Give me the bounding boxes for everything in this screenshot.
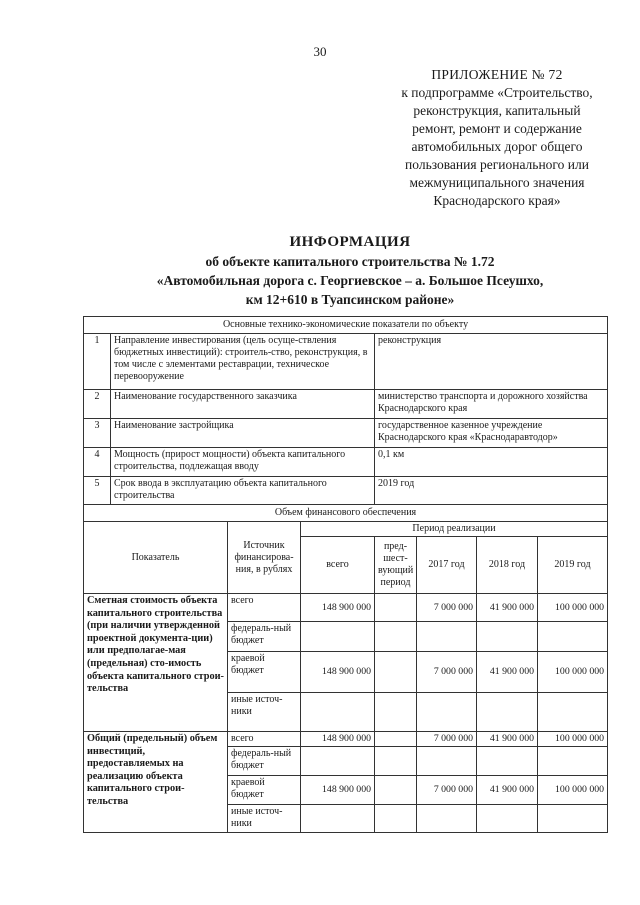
appendix-line: Краснодарского края» — [433, 193, 561, 208]
table-row — [84, 477, 608, 505]
previous-cell — [375, 776, 417, 805]
table-row — [84, 448, 608, 477]
y2018-cell — [477, 622, 538, 652]
appendix-line: пользования регионального или — [405, 157, 589, 172]
y2019-cell — [538, 693, 608, 732]
y2019-cell — [538, 622, 608, 652]
header-2018: 2018 год — [477, 537, 538, 594]
source-cell: федераль-ный бюджет — [228, 747, 301, 776]
table-row — [84, 732, 608, 747]
heading-line: «Автомобильная дорога с. Георгиевское – а. Большое Псеушхо, — [156, 273, 544, 288]
source-cell: краевой бюджет — [228, 652, 301, 693]
total-cell: 148 900 000 — [301, 594, 375, 622]
param-number: 1 — [84, 334, 111, 390]
appendix-line: ремонт, ремонт и содержание — [412, 121, 582, 136]
block-label-estimated-cost: Сметная стоимость объекта капитального строительства (при наличии утвержденной проектной документа-ции) или предполагае-мая (предельная) сто-имость объекта капитального строи-тельства — [84, 594, 228, 732]
y2019-cell — [538, 805, 608, 833]
header-indicator: Показатель — [84, 522, 228, 594]
y2019-cell — [538, 747, 608, 776]
total-cell: 148 900 000 — [301, 732, 375, 747]
y2018-cell — [477, 747, 538, 776]
total-cell — [301, 805, 375, 833]
previous-cell — [375, 652, 417, 693]
source-cell: краевой бюджет — [228, 776, 301, 805]
param-label: Мощность (прирост мощности) объекта капитального строительства, подлежащая вводу — [111, 448, 375, 477]
header-previous: пред-шест-вующий период — [375, 537, 417, 594]
appendix-line: к подпрограмме «Строительство, — [401, 85, 593, 100]
param-value: государственное казенное учреждение Краснодарского края «Краснодаравтодор» — [375, 419, 608, 448]
section-header-financing: Объем финансового обеспечения — [84, 505, 608, 522]
table-row — [84, 390, 608, 419]
header-source: Источник финансирова-ния, в рублях — [228, 522, 301, 594]
heading-line: км 12+610 в Туапсинском районе» — [245, 292, 455, 307]
appendix-line: межмуниципального значения — [409, 175, 585, 190]
y2018-cell: 41 900 000 — [477, 732, 538, 747]
y2017-cell — [417, 622, 477, 652]
previous-cell — [375, 693, 417, 732]
previous-cell — [375, 622, 417, 652]
header-2017: 2017 год — [417, 537, 477, 594]
param-value: реконструкция — [375, 334, 608, 390]
source-cell: иные источ-ники — [228, 693, 301, 732]
section-header-indicators: Основные технико-экономические показатели по объекту — [84, 317, 608, 334]
y2017-cell: 7 000 000 — [417, 732, 477, 747]
appendix-line: реконструкция, капитальный — [413, 103, 581, 118]
previous-cell — [375, 594, 417, 622]
object-info-table — [83, 316, 608, 833]
heading-title: ИНФОРМАЦИЯ — [289, 234, 411, 250]
total-cell: 148 900 000 — [301, 652, 375, 693]
y2019-cell: 100 000 000 — [538, 776, 608, 805]
y2017-cell — [417, 805, 477, 833]
y2017-cell: 7 000 000 — [417, 652, 477, 693]
total-cell — [301, 693, 375, 732]
param-number: 4 — [84, 448, 111, 477]
header-period: Период реализации — [301, 522, 608, 537]
y2018-cell: 41 900 000 — [477, 594, 538, 622]
previous-cell — [375, 747, 417, 776]
previous-cell — [375, 805, 417, 833]
total-cell — [301, 747, 375, 776]
param-number: 3 — [84, 419, 111, 448]
y2019-cell: 100 000 000 — [538, 732, 608, 747]
param-value: министерство транспорта и дорожного хозяйства Краснодарского края — [375, 390, 608, 419]
source-cell: всего — [228, 732, 301, 747]
param-value: 2019 год — [375, 477, 608, 505]
param-number: 5 — [84, 477, 111, 505]
document-heading — [60, 233, 640, 309]
appendix-title: ПРИЛОЖЕНИЕ № 72 — [431, 67, 563, 82]
total-cell: 148 900 000 — [301, 776, 375, 805]
heading-line: об объекте капитального строительства № 1.72 — [205, 254, 495, 269]
y2017-cell: 7 000 000 — [417, 594, 477, 622]
param-value: 0,1 км — [375, 448, 608, 477]
table-row — [84, 334, 608, 390]
block-label-total-investment: Общий (предельный) объем инвестиций, предоставляемых на реализацию объекта капитального строи-тельства — [84, 732, 228, 833]
table-header-row — [84, 522, 608, 537]
y2018-cell: 41 900 000 — [477, 652, 538, 693]
header-2019: 2019 год — [538, 537, 608, 594]
y2017-cell — [417, 693, 477, 732]
table-row — [84, 419, 608, 448]
y2017-cell — [417, 747, 477, 776]
source-cell: федераль-ный бюджет — [228, 622, 301, 652]
param-number: 2 — [84, 390, 111, 419]
y2019-cell: 100 000 000 — [538, 594, 608, 622]
table-row — [84, 594, 608, 622]
total-cell — [301, 622, 375, 652]
y2018-cell — [477, 805, 538, 833]
param-label: Наименование застройщика — [111, 419, 375, 448]
header-total: всего — [301, 537, 375, 594]
page-number: 30 — [313, 44, 327, 59]
param-label: Наименование государственного заказчика — [111, 390, 375, 419]
appendix-note — [374, 66, 620, 210]
source-cell: всего — [228, 594, 301, 622]
previous-cell — [375, 732, 417, 747]
y2018-cell: 41 900 000 — [477, 776, 538, 805]
y2018-cell — [477, 693, 538, 732]
y2019-cell: 100 000 000 — [538, 652, 608, 693]
appendix-line: автомобильных дорог общего — [411, 139, 583, 154]
source-cell: иные источ-ники — [228, 805, 301, 833]
y2017-cell: 7 000 000 — [417, 776, 477, 805]
param-label: Направление инвестирования (цель осуще-ствления бюджетных инвестиций): строитель-ство, реконструкция, в том числе с элементами реставрации, техническое перевооружение — [111, 334, 375, 390]
param-label: Срок ввода в эксплуатацию объекта капитального строительства — [111, 477, 375, 505]
